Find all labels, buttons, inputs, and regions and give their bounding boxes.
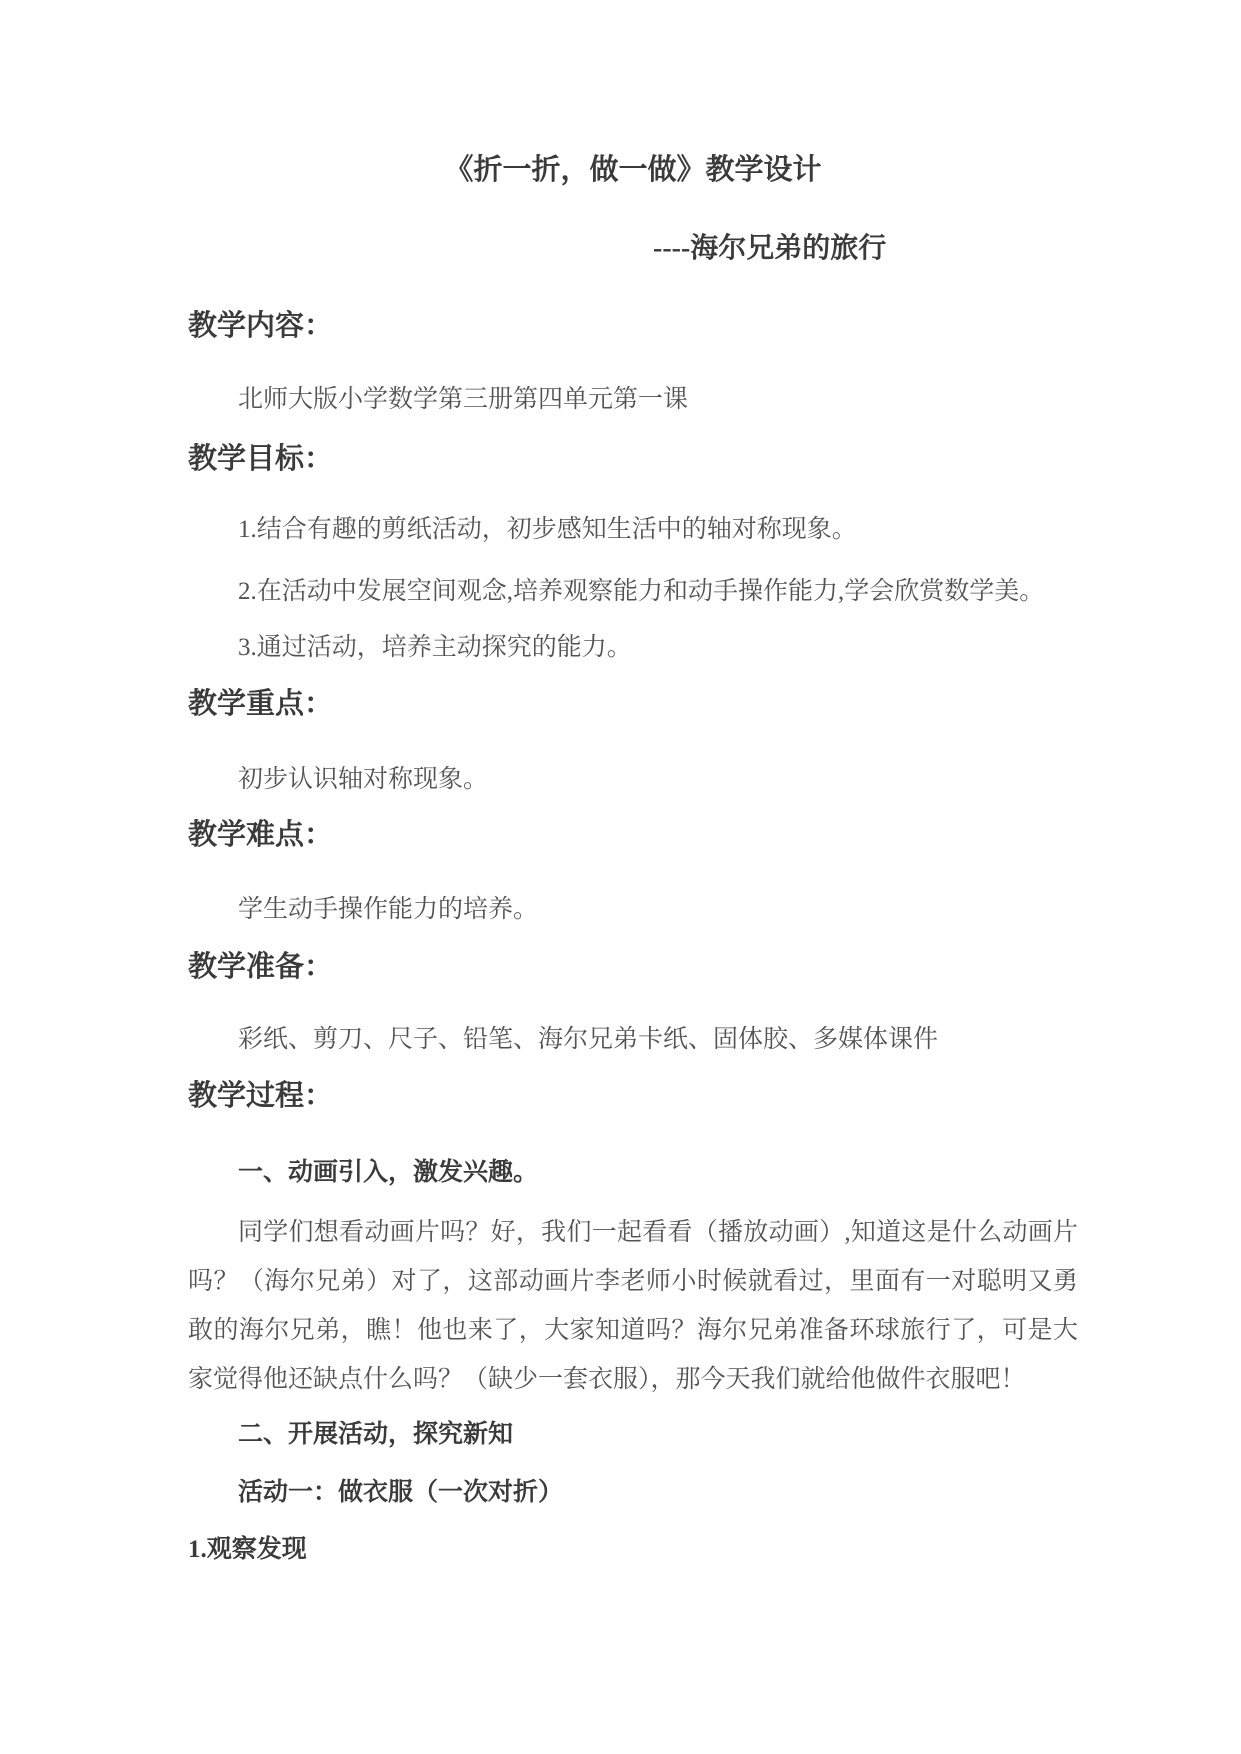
section-heading-teaching-process: 教学过程：	[188, 1080, 334, 1112]
activity-one-heading: 活动一：做衣服（一次对折）	[238, 1479, 564, 1506]
teaching-focus-text: 初步认识轴对称现象。	[238, 766, 489, 793]
document-subtitle: ----海尔兄弟的旅行	[653, 233, 887, 264]
process-step-one-heading: 一、动画引入，激发兴趣。	[238, 1159, 539, 1186]
document-title: 《折一折，做一做》教学设计	[444, 154, 822, 186]
teaching-content-text: 北师大版小学数学第三册第四单元第一课	[238, 386, 689, 413]
section-heading-teaching-preparation: 教学准备：	[188, 951, 334, 983]
teaching-goal-3: 3.通过活动，培养主动探究的能力。	[238, 634, 632, 661]
section-heading-teaching-difficulty: 教学难点：	[188, 819, 334, 851]
teaching-goal-2: 2.在活动中发展空间观念,培养观察能力和动手操作能力,学会欣赏数学美。	[238, 578, 1045, 605]
section-heading-teaching-goals: 教学目标：	[188, 443, 334, 475]
process-step-two-heading: 二、开展活动，探究新知	[238, 1421, 514, 1448]
teaching-preparation-text: 彩纸、剪刀、尺子、铅笔、海尔兄弟卡纸、固体胶、多媒体课件	[238, 1026, 939, 1053]
teaching-goal-1: 1.结合有趣的剪纸活动，初步感知生活中的轴对称现象。	[238, 516, 857, 543]
section-heading-teaching-content: 教学内容：	[188, 310, 334, 342]
section-heading-teaching-focus: 教学重点：	[188, 688, 334, 720]
teaching-difficulty-text: 学生动手操作能力的培养。	[238, 896, 539, 923]
observe-discover-heading: 1.观察发现	[188, 1536, 307, 1563]
process-step-one-paragraph: 同学们想看动画片吗？好，我们一起看看（播放动画）,知道这是什么动画片吗？（海尔兄弟）对了，这部动画片李老师小时候就看过，里面有一对聪明又勇敢的海尔兄弟，瞧！他也来了，大家知道吗？海尔兄弟准备环球旅行了，可是大家觉得他还缺点什么吗？（缺少一套衣服），那今天我们就给他做件衣服吧！	[188, 1219, 1078, 1393]
